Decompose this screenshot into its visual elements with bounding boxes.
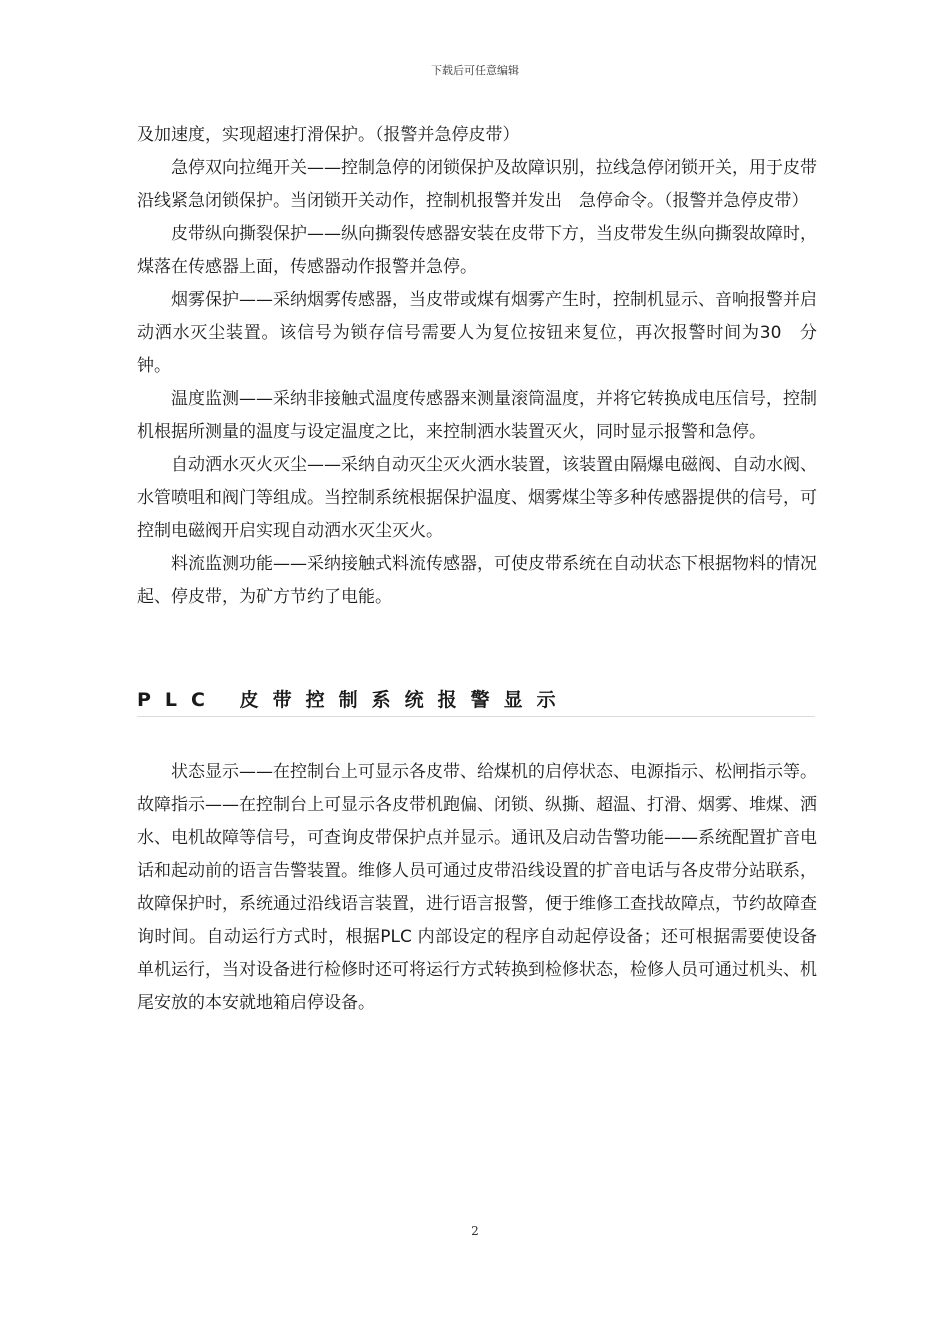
paragraph-material-flow: 料流监测功能——采纳接触式料流传感器，可使皮带系统在自动状态下根据物料的情况起、停皮带，为矿方节约了电能。 (137, 554, 817, 607)
section-heading: PLC 皮带控制系统报警显示 (137, 686, 815, 717)
paragraph-auto-sprinkler: 自动洒水灭火灭尘——采纳自动灭尘灭火洒水装置，该装置由隔爆电磁阀、自动水阀、水管喷咀和阀门等组成。当控制系统根据保护温度、烟雾煤尘等多种传感器提供的信号，可控制电磁阀开启实现自动洒水灭尘灭火。 (137, 455, 817, 541)
paragraph-smoke-protection: 烟雾保护——采纳烟雾传感器，当皮带或煤有烟雾产生时，控制机显示、音响报警并启动洒水灭尘装置。该信号为锁存信号需要人为复位按钮来复位，再次报警时间为30 分钟。 (137, 290, 817, 376)
paragraph-alarm-display: 状态显示——在控制台上可显示各皮带、给煤机的启停状态、电源指示、松闸指示等。故障指示——在控制台上可显示各皮带机跑偏、闭锁、纵撕、超温、打滑、烟雾、堆煤、洒水、电机故障等信号，可查询皮带保护点并显示。通讯及启动告警功能——系统配置扩音电话和起动前的语言告警装置。维修人员可通过皮带沿线设置的扩音电话与各皮带分站联系，故障保护时，系统通过沿线语言装置，进行语言报警，便于维修工查找故障点，节约故障查询时间。自动运行方式时，根据PLC 内部设定的程序自动起停设备；还可根据需要使设备单机运行，当对设备进行检修时还可将运行方式转换到检修状态，检修人员可通过机头、机尾安放的本安就地箱启停设备。 (137, 762, 817, 1013)
section-body (137, 756, 817, 1020)
page-number: 2 (471, 1224, 479, 1238)
paragraph-pull-cord-switch: 急停双向拉绳开关——控制急停的闭锁保护及故障识别，拉线急停闭锁开关，用于皮带沿线紧急闭锁保护。当闭锁开关动作，控制机报警并发出 急停命令。（报警并急停皮带） (137, 158, 817, 211)
page-header: 下载后可任意编辑 (431, 64, 519, 77)
paragraph-tear-protection: 皮带纵向撕裂保护——纵向撕裂传感器安装在皮带下方，当皮带发生纵向撕裂故障时，煤落在传感器上面，传感器动作报警并急停。 (137, 224, 817, 277)
body-text (137, 119, 817, 614)
paragraph-overspeed-cont: 及加速度，实现超速打滑保护。（报警并急停皮带） (137, 125, 520, 145)
paragraph-temperature-monitoring: 温度监测——采纳非接触式温度传感器来测量滚筒温度，并将它转换成电压信号，控制机根据所测量的温度与设定温度之比，来控制洒水装置灭火，同时显示报警和急停。 (137, 389, 817, 442)
